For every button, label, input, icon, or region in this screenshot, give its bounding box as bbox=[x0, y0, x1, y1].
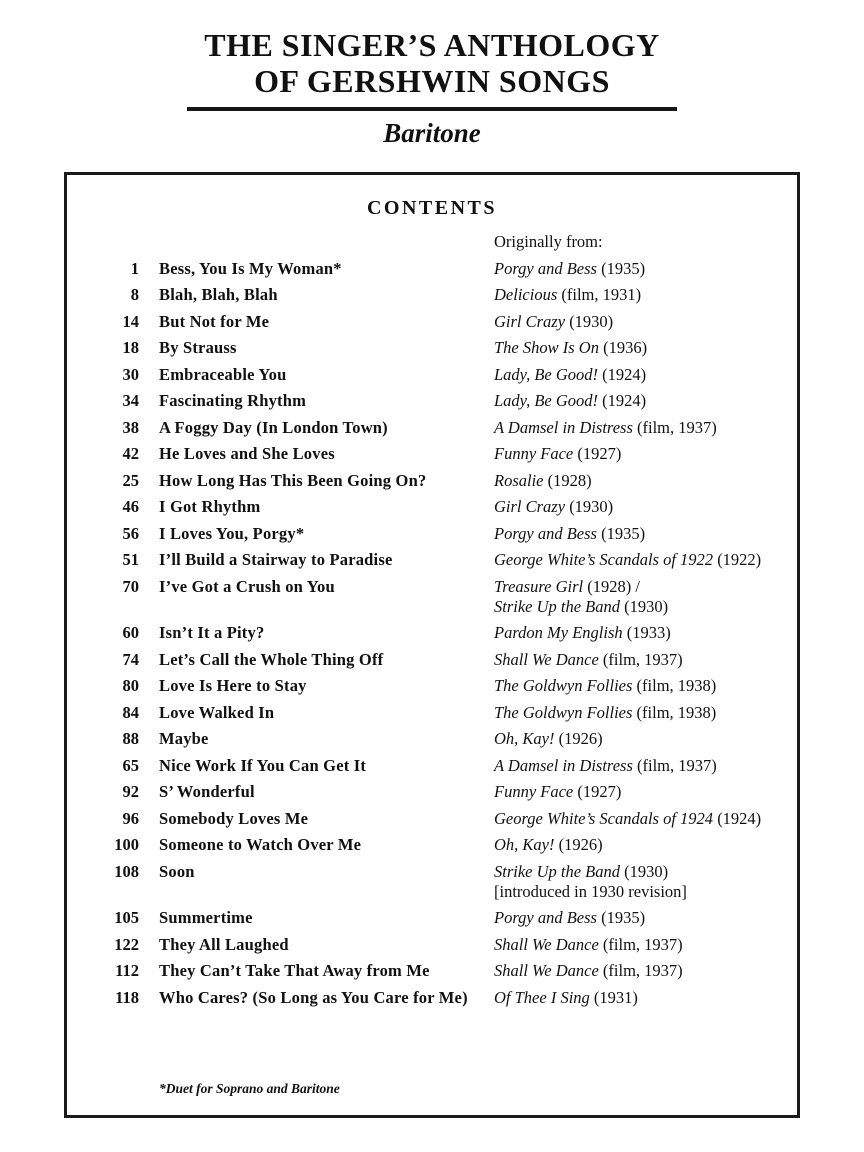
toc-row bbox=[67, 988, 797, 1008]
song-origin bbox=[494, 312, 797, 332]
page-number: 42 bbox=[122, 444, 139, 464]
song-origin bbox=[494, 988, 797, 1008]
song-origin bbox=[494, 809, 797, 829]
song-title: Love Walked In bbox=[159, 702, 275, 722]
song-origin-line: Porgy and Bess (1935) bbox=[494, 523, 646, 543]
song-origin-line: George White’s Scandals of 1922 (1922) bbox=[494, 550, 762, 570]
page-number: 112 bbox=[115, 961, 139, 981]
page-number: 8 bbox=[130, 285, 139, 305]
song-origin-line: Shall We Dance (film, 1937) bbox=[494, 934, 683, 954]
song-title: Bess, You Is My Woman* bbox=[159, 258, 342, 278]
song-title: I Got Rhythm bbox=[159, 497, 261, 517]
song-title: How Long Has This Been Going On? bbox=[159, 470, 427, 490]
song-origin-line: Shall We Dance (film, 1937) bbox=[494, 649, 683, 669]
song-origin-line: Lady, Be Good! (1924) bbox=[494, 364, 647, 384]
song-origin-line: A Damsel in Distress (film, 1937) bbox=[494, 417, 717, 437]
page-number: 105 bbox=[114, 908, 139, 928]
page-number: 46 bbox=[122, 497, 139, 517]
song-title: Fascinating Rhythm bbox=[159, 391, 307, 411]
toc-row bbox=[67, 835, 797, 855]
song-origin-line: Strike Up the Band (1930) bbox=[494, 861, 669, 881]
song-origin-line: Lady, Be Good! (1924) bbox=[494, 391, 647, 411]
song-origin-line: Of Thee I Sing (1931) bbox=[494, 987, 638, 1007]
song-origin-line: Oh, Kay! (1926) bbox=[494, 835, 603, 855]
page-number: 84 bbox=[122, 702, 139, 722]
song-title: S’ Wonderful bbox=[159, 782, 255, 802]
toc-row bbox=[67, 782, 797, 802]
page-number: 60 bbox=[122, 623, 139, 643]
song-title: Love Is Here to Stay bbox=[159, 676, 307, 696]
song-title: He Loves and She Loves bbox=[159, 444, 335, 464]
song-title: Soon bbox=[159, 861, 195, 881]
page-number: 70 bbox=[122, 576, 139, 596]
toc-row bbox=[67, 497, 797, 517]
page-number: 25 bbox=[122, 470, 139, 490]
song-title: Nice Work If You Can Get It bbox=[159, 755, 367, 775]
book-title-line-1: THE SINGER’S ANTHOLOGY bbox=[204, 27, 660, 63]
page-number: 88 bbox=[122, 729, 139, 749]
toc-row bbox=[67, 961, 797, 981]
toc-row bbox=[67, 312, 797, 332]
toc-row bbox=[67, 338, 797, 358]
song-origin bbox=[494, 577, 797, 617]
song-origin bbox=[494, 862, 797, 902]
song-origin bbox=[494, 729, 797, 749]
origin-column-label: Originally from: bbox=[494, 231, 603, 251]
toc-row bbox=[67, 391, 797, 411]
page-number: 74 bbox=[122, 649, 139, 669]
song-origin-line: Treasure Girl (1928) / bbox=[494, 576, 640, 596]
song-title: But Not for Me bbox=[159, 311, 270, 331]
toc-row bbox=[67, 471, 797, 491]
song-title: Let’s Call the Whole Thing Off bbox=[159, 649, 384, 669]
song-origin-line: Oh, Kay! (1926) bbox=[494, 729, 603, 749]
duet-footnote: *Duet for Soprano and Baritone bbox=[159, 1080, 340, 1096]
song-origin bbox=[494, 650, 797, 670]
song-origin-line: Funny Face (1927) bbox=[494, 444, 622, 464]
page-number: 100 bbox=[114, 835, 139, 855]
page-number: 34 bbox=[122, 391, 139, 411]
song-origin bbox=[494, 703, 797, 723]
page-number: 14 bbox=[122, 311, 139, 331]
song-origin bbox=[494, 418, 797, 438]
song-origin bbox=[494, 444, 797, 464]
page-number: 96 bbox=[122, 808, 139, 828]
song-origin bbox=[494, 365, 797, 385]
song-origin-line: George White’s Scandals of 1924 (1924) bbox=[494, 808, 762, 828]
contents-heading: CONTENTS bbox=[366, 196, 498, 219]
page-number: 38 bbox=[122, 417, 139, 437]
song-title: A Foggy Day (In London Town) bbox=[159, 417, 388, 437]
song-origin bbox=[494, 908, 797, 928]
song-origin bbox=[494, 391, 797, 411]
song-origin-line: Porgy and Bess (1935) bbox=[494, 908, 646, 928]
song-title: Embraceable You bbox=[159, 364, 287, 384]
voice-type-subtitle: Baritone bbox=[383, 117, 481, 148]
song-title: I’ve Got a Crush on You bbox=[159, 576, 335, 596]
song-origin bbox=[494, 550, 797, 570]
song-origin-line: Delicious (film, 1931) bbox=[494, 285, 642, 305]
song-title: Someone to Watch Over Me bbox=[159, 835, 362, 855]
toc-row bbox=[67, 862, 797, 902]
toc-list bbox=[67, 259, 797, 1008]
song-origin bbox=[494, 471, 797, 491]
page-number: 18 bbox=[122, 338, 139, 358]
toc-row bbox=[67, 418, 797, 438]
toc-row bbox=[67, 259, 797, 279]
toc-row bbox=[67, 650, 797, 670]
toc-row bbox=[67, 444, 797, 464]
song-origin bbox=[494, 782, 797, 802]
toc-row bbox=[67, 285, 797, 305]
page-number: 56 bbox=[122, 523, 139, 543]
song-origin-line: Shall We Dance (film, 1937) bbox=[494, 961, 683, 981]
toc-row bbox=[67, 756, 797, 776]
song-title: Blah, Blah, Blah bbox=[159, 285, 278, 305]
song-origin-line: A Damsel in Distress (film, 1937) bbox=[494, 755, 717, 775]
song-title: They Can’t Take That Away from Me bbox=[159, 961, 430, 981]
page-number: 1 bbox=[130, 258, 139, 278]
toc-row bbox=[67, 623, 797, 643]
song-origin-line: The Goldwyn Follies (film, 1938) bbox=[494, 676, 717, 696]
song-origin bbox=[494, 756, 797, 776]
song-origin bbox=[494, 935, 797, 955]
song-origin-line: Rosalie (1928) bbox=[494, 470, 592, 490]
song-origin bbox=[494, 835, 797, 855]
page-number: 80 bbox=[122, 676, 139, 696]
song-origin bbox=[494, 285, 797, 305]
song-origin-line: The Show Is On (1936) bbox=[494, 338, 648, 358]
page-number: 122 bbox=[114, 934, 139, 954]
book-title-line-2: OF GERSHWIN SONGS bbox=[254, 62, 610, 99]
song-origin bbox=[494, 259, 797, 279]
page-number: 108 bbox=[114, 861, 139, 881]
page-number: 65 bbox=[122, 755, 139, 775]
song-origin-line: Girl Crazy (1930) bbox=[494, 497, 614, 517]
song-origin bbox=[494, 961, 797, 981]
toc-row bbox=[67, 550, 797, 570]
song-title: Maybe bbox=[159, 729, 209, 749]
song-origin bbox=[494, 497, 797, 517]
song-title: Summertime bbox=[159, 908, 253, 928]
toc-row bbox=[67, 703, 797, 723]
page-number: 118 bbox=[115, 987, 139, 1007]
song-origin-line: Strike Up the Band (1930) bbox=[494, 596, 669, 616]
song-title: They All Laughed bbox=[159, 934, 289, 954]
page-number: 30 bbox=[122, 364, 139, 384]
page-number: 51 bbox=[122, 550, 139, 570]
song-origin bbox=[494, 623, 797, 643]
toc-row bbox=[67, 365, 797, 385]
song-title: By Strauss bbox=[159, 338, 237, 358]
song-origin bbox=[494, 676, 797, 696]
toc-row bbox=[67, 577, 797, 617]
contents-box bbox=[64, 172, 800, 1118]
song-origin bbox=[494, 524, 797, 544]
song-origin-line: Pardon My English (1933) bbox=[494, 623, 671, 643]
toc-row bbox=[67, 935, 797, 955]
song-origin-line: Funny Face (1927) bbox=[494, 782, 622, 802]
book-header bbox=[0, 0, 864, 149]
song-origin-line: Porgy and Bess (1935) bbox=[494, 258, 646, 278]
song-title: I Loves You, Porgy* bbox=[159, 523, 305, 543]
song-title: Who Cares? (So Long as You Care for Me) bbox=[159, 987, 468, 1007]
toc-row bbox=[67, 908, 797, 928]
song-title: Somebody Loves Me bbox=[159, 808, 309, 828]
toc-row bbox=[67, 524, 797, 544]
page-number: 92 bbox=[122, 782, 139, 802]
toc-row bbox=[67, 676, 797, 696]
song-origin-line: [introduced in 1930 revision] bbox=[494, 881, 687, 901]
song-origin-line: Girl Crazy (1930) bbox=[494, 311, 614, 331]
toc-row bbox=[67, 809, 797, 829]
song-origin-line: The Goldwyn Follies (film, 1938) bbox=[494, 702, 717, 722]
song-title: I’ll Build a Stairway to Paradise bbox=[159, 550, 393, 570]
song-title: Isn’t It a Pity? bbox=[159, 623, 265, 643]
title-rule bbox=[187, 107, 677, 111]
song-origin bbox=[494, 338, 797, 358]
toc-row bbox=[67, 729, 797, 749]
